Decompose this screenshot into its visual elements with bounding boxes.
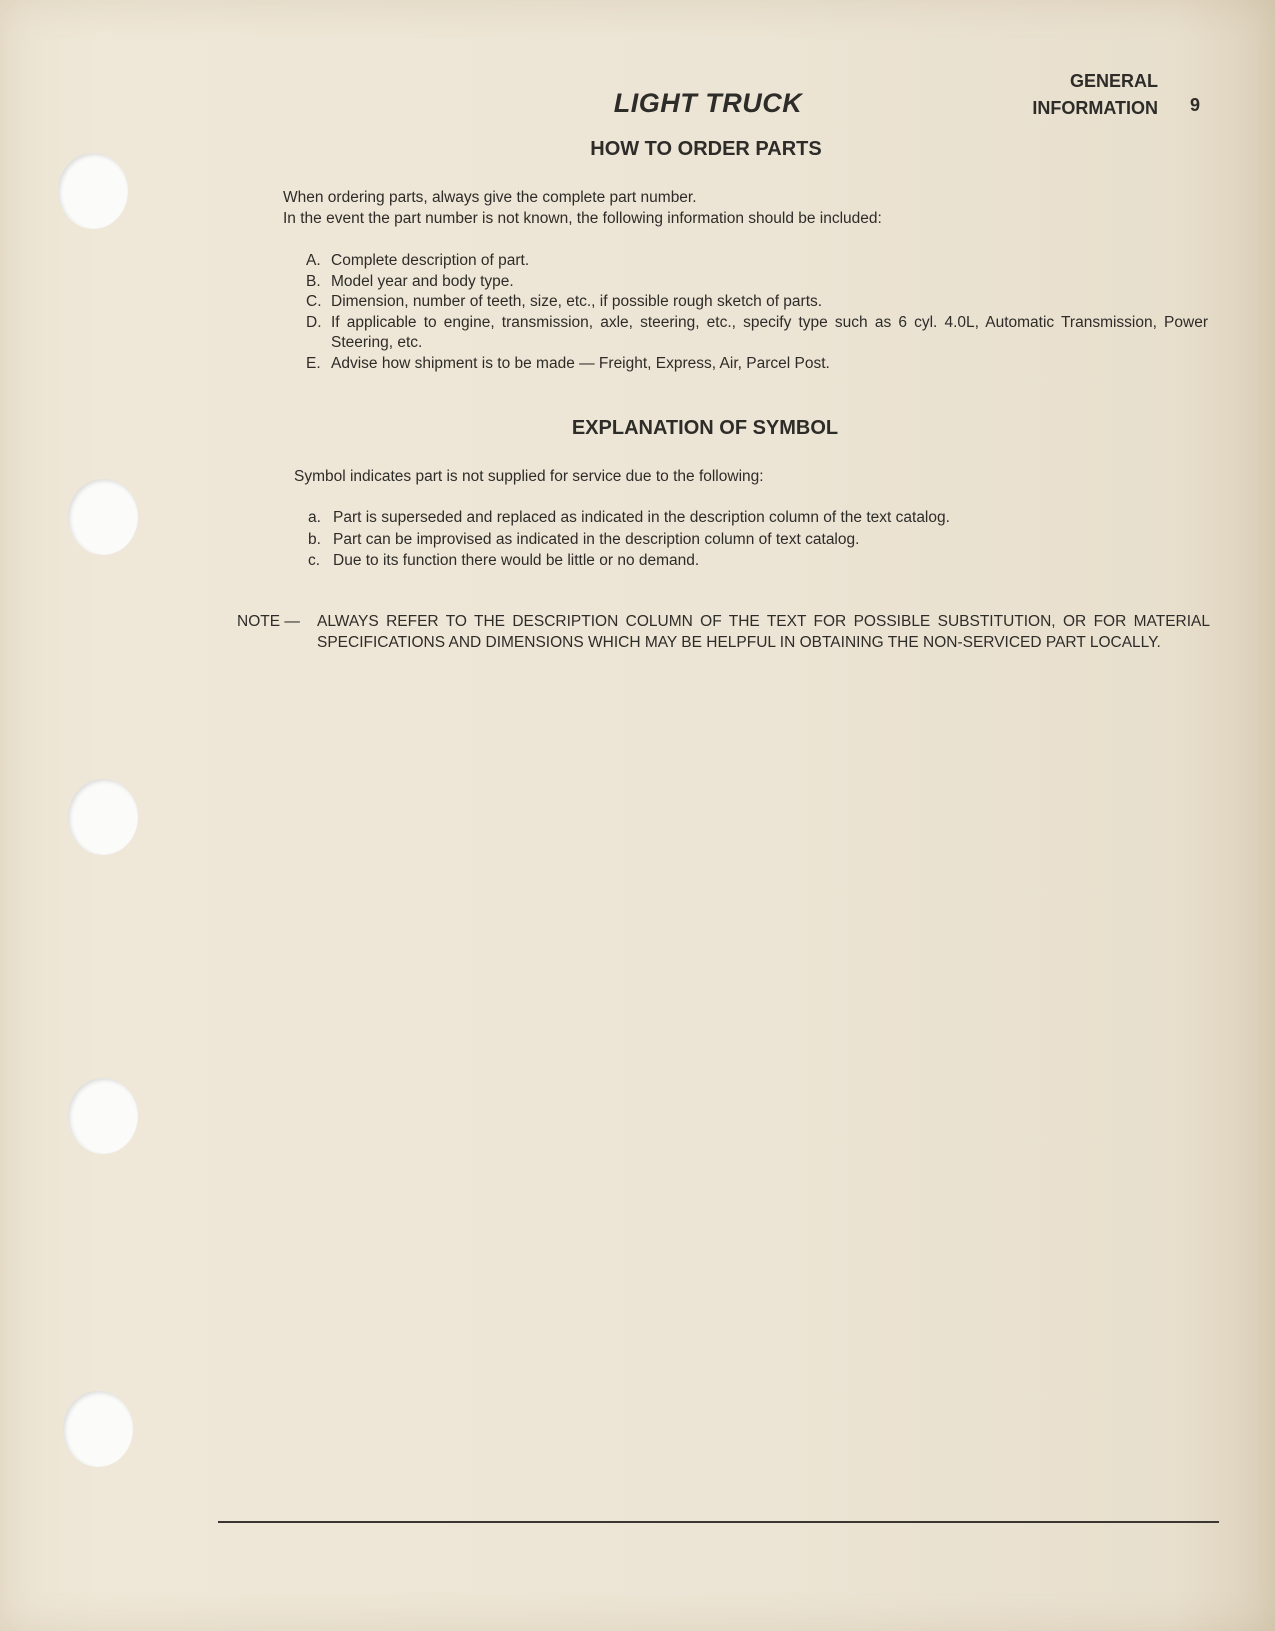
list-item xyxy=(308,529,1108,551)
list-text: Complete description of part. xyxy=(331,252,530,269)
page-title: LIGHT TRUCK xyxy=(613,88,803,118)
note-text: ALWAYS REFER TO THE DESCRIPTION COLUMN OF THE TEXT FOR POSSIBLE SUBSTITUTION, OR FOR MATERIAL SPECIFICATIONS AND DIMENSIONS WHICH MAY BE HELPFUL IN OBTAINING THE NON-SERVICED PART LOCALLY. xyxy=(317,613,1210,651)
note-block xyxy=(237,611,1210,653)
list-item xyxy=(306,292,1208,313)
list-text: Part is superseded and replaced as indicated in the description column of the text catalog. xyxy=(333,509,950,526)
list-item xyxy=(306,313,1208,354)
punch-hole-4 xyxy=(68,1078,138,1154)
list-marker: b. xyxy=(308,530,321,548)
order-parts-list xyxy=(306,251,1208,374)
section-label xyxy=(1032,68,1158,122)
symbol-intro: Symbol indicates part is not supplied for service due to the following: xyxy=(294,468,764,485)
order-parts-intro-line1: When ordering parts, always give the complete part number. xyxy=(283,189,697,206)
list-marker: E. xyxy=(306,354,321,372)
list-text: Dimension, number of teeth, size, etc., if possible rough sketch of parts. xyxy=(331,293,823,310)
punch-hole-2 xyxy=(68,479,138,555)
section-label-line1: GENERAL xyxy=(1069,71,1158,91)
punch-hole-3 xyxy=(68,779,138,855)
list-item xyxy=(306,251,1208,272)
bottom-rule xyxy=(218,1521,1219,1523)
symbol-list xyxy=(308,507,1108,572)
list-marker: B. xyxy=(306,272,321,290)
list-marker: a. xyxy=(308,509,321,526)
list-text: Due to its function there would be little or no demand. xyxy=(333,552,700,569)
list-marker: A. xyxy=(306,252,321,269)
list-item xyxy=(308,507,1108,529)
order-parts-heading: HOW TO ORDER PARTS xyxy=(590,138,822,160)
list-item xyxy=(306,354,1208,375)
symbol-heading: EXPLANATION OF SYMBOL xyxy=(571,417,839,439)
order-parts-intro-line2: In the event the part number is not known, the following information should be included: xyxy=(283,210,882,227)
list-marker: D. xyxy=(306,313,322,331)
list-text: Model year and body type. xyxy=(331,272,514,290)
page-number: 9 xyxy=(1190,95,1201,115)
note-label: NOTE — xyxy=(237,613,300,630)
section-label-line2: INFORMATION xyxy=(1032,98,1158,118)
list-text: Advise how shipment is to be made — Freight, Express, Air, Parcel Post. xyxy=(331,354,830,372)
punch-hole-5 xyxy=(63,1391,133,1467)
list-item xyxy=(306,272,1208,293)
list-marker: C. xyxy=(306,293,322,310)
list-marker: c. xyxy=(308,552,321,569)
order-parts-intro xyxy=(283,187,1213,229)
list-item xyxy=(308,550,1108,572)
list-text: Part can be improvised as indicated in the description column of text catalog. xyxy=(333,530,860,548)
list-text: If applicable to engine, transmission, axle, steering, etc., specify type such as 6 cyl. 4.0L, Automatic Transmission, Power Steering, etc. xyxy=(331,313,1208,351)
punch-hole-1 xyxy=(58,153,128,229)
